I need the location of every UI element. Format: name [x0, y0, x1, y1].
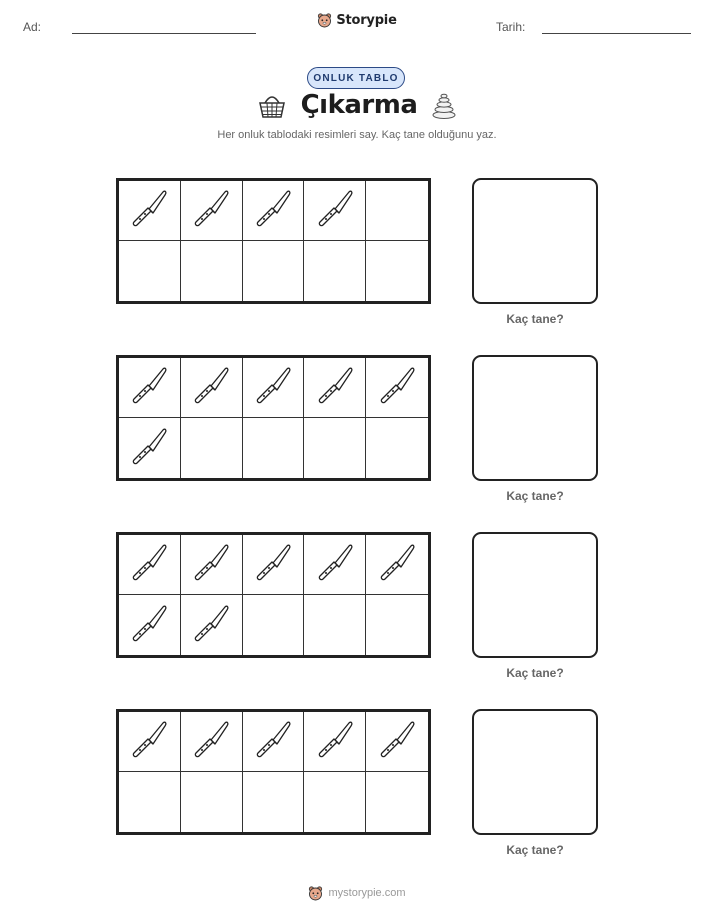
ten-frame-cell [181, 595, 243, 655]
date-label: Tarih: [496, 20, 526, 34]
storypie-mascot-icon [317, 12, 332, 28]
ten-frame-cell [366, 358, 428, 418]
ten-frame-cell [181, 418, 243, 478]
knife-icon [191, 718, 231, 765]
ten-frame-cell [243, 358, 305, 418]
knife-icon [253, 718, 293, 765]
ten-frame-cell [304, 241, 366, 301]
knife-icon [253, 187, 293, 234]
ten-frame-cell [304, 535, 366, 595]
knife-icon [315, 187, 355, 234]
ten-frame-cell [119, 712, 181, 772]
knife-icon [129, 718, 169, 765]
knife-icon [377, 364, 417, 411]
page-title: Çıkarma [300, 90, 418, 120]
ten-frame-cell [181, 181, 243, 241]
knife-icon [129, 541, 169, 588]
worksheet-type-badge: ONLUK TABLO [307, 67, 405, 89]
name-field-line[interactable] [72, 33, 256, 34]
date-field-line[interactable] [542, 33, 691, 34]
ten-frame [116, 178, 431, 304]
knife-icon [191, 187, 231, 234]
storypie-mascot-icon [308, 885, 323, 901]
answer-box[interactable] [472, 355, 598, 481]
ten-frame-cell [304, 181, 366, 241]
ten-frame-cell [119, 418, 181, 478]
basket-icon [257, 90, 287, 120]
ten-frame-cell [243, 418, 305, 478]
name-label: Ad: [23, 20, 42, 34]
ten-frame-cell [366, 241, 428, 301]
ten-frame-cell [304, 595, 366, 655]
ten-frame-cell [304, 418, 366, 478]
brand-logo [0, 12, 714, 28]
stacked-stones-icon [431, 90, 457, 120]
answer-label: Kaç tane? [506, 666, 564, 680]
knife-icon [191, 602, 231, 649]
answer-label: Kaç tane? [506, 843, 564, 857]
answer-box[interactable] [472, 532, 598, 658]
knife-icon [191, 541, 231, 588]
ten-frame-cell [304, 712, 366, 772]
ten-frame-cell [366, 535, 428, 595]
ten-frame-cell [181, 535, 243, 595]
knife-icon [377, 541, 417, 588]
answer-box[interactable] [472, 178, 598, 304]
ten-frame-cell [304, 358, 366, 418]
answer-label: Kaç tane? [506, 489, 564, 503]
ten-frame-cell [243, 712, 305, 772]
ten-frame [116, 355, 431, 481]
title-row [0, 90, 714, 120]
ten-frame-cell [366, 418, 428, 478]
footer-url: mystorypie.com [328, 887, 406, 899]
knife-icon [315, 541, 355, 588]
knife-icon [129, 425, 169, 472]
ten-frame-cell [243, 181, 305, 241]
ten-frame-cell [181, 358, 243, 418]
answer-box[interactable] [472, 709, 598, 835]
ten-frame-cell [119, 241, 181, 301]
knife-icon [315, 364, 355, 411]
ten-frame-cell [243, 241, 305, 301]
ten-frame-cell [119, 595, 181, 655]
ten-frame-cell [119, 772, 181, 832]
knife-icon [253, 364, 293, 411]
brand-name: Storypie [336, 12, 397, 28]
ten-frame-cell [119, 535, 181, 595]
knife-icon [129, 364, 169, 411]
knife-icon [191, 364, 231, 411]
ten-frame-cell [243, 772, 305, 832]
ten-frame-cell [243, 535, 305, 595]
ten-frame-cell [304, 772, 366, 832]
ten-frame-cell [366, 772, 428, 832]
knife-icon [315, 718, 355, 765]
knife-icon [377, 718, 417, 765]
ten-frame [116, 532, 431, 658]
ten-frame-cell [366, 181, 428, 241]
ten-frame-cell [181, 241, 243, 301]
knife-icon [129, 187, 169, 234]
ten-frame-cell [119, 358, 181, 418]
ten-frame-cell [366, 712, 428, 772]
instructions: Her onluk tablodaki resimleri say. Kaç tane olduğunu yaz. [217, 129, 497, 141]
ten-frame-cell [181, 712, 243, 772]
ten-frame-cell [181, 772, 243, 832]
answer-label: Kaç tane? [506, 312, 564, 326]
ten-frame [116, 709, 431, 835]
knife-icon [129, 602, 169, 649]
footer [0, 885, 714, 901]
knife-icon [253, 541, 293, 588]
ten-frame-cell [366, 595, 428, 655]
ten-frame-cell [243, 595, 305, 655]
ten-frame-cell [119, 181, 181, 241]
